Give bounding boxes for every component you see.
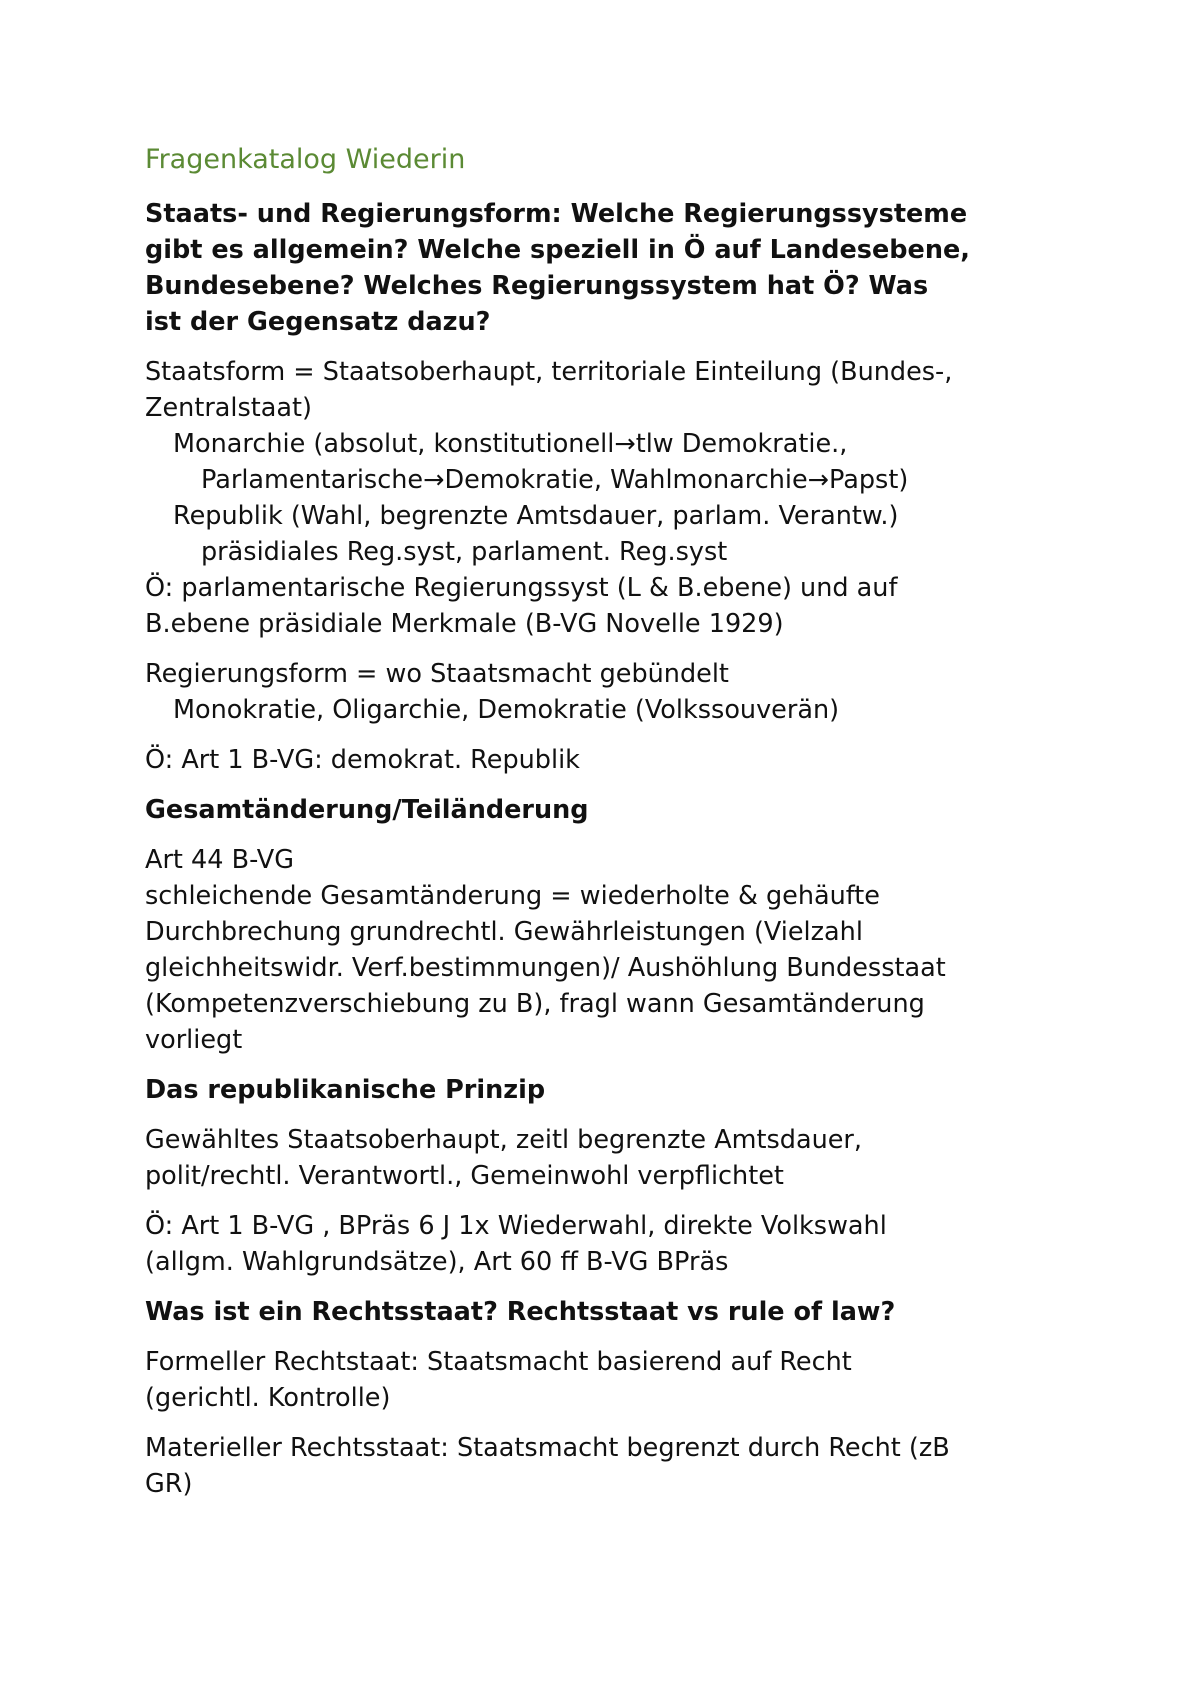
text-line: (allgm. Wahlgrundsätze), Art 60 ff B-VG BPräs bbox=[145, 1247, 729, 1277]
text-line: GR) bbox=[145, 1469, 193, 1499]
text-line: gleichheitswidr. Verf.bestimmungen)/ Aushöhlung Bundesstaat bbox=[145, 953, 946, 983]
text-line-indented: Republik (Wahl, begrenzte Amtsdauer, parlam. Verantw.) bbox=[173, 501, 899, 531]
question-line: Bundesebene? Welches Regierungssystem hat Ö? Was bbox=[145, 271, 929, 301]
question-rechtsstaat bbox=[145, 1294, 1105, 1330]
text-line: B.ebene präsidiale Merkmale (B-VG Novelle 1929) bbox=[145, 609, 784, 639]
text-line: polit/rechtl. Verantwortl., Gemeinwohl verpflichtet bbox=[145, 1161, 784, 1191]
text-line-indented: Parlamentarische→Demokratie, Wahlmonarchie→Papst) bbox=[201, 465, 909, 495]
paragraph-regierungsform bbox=[145, 656, 1105, 728]
text-line: Formeller Rechtstaat: Staatsmacht basierend auf Recht bbox=[145, 1347, 852, 1377]
question-line: gibt es allgemein? Welche speziell in Ö auf Landesebene, bbox=[145, 235, 970, 265]
text-line: Gewähltes Staatsoberhaupt, zeitl begrenzte Amtsdauer, bbox=[145, 1125, 863, 1155]
question-line: Das republikanische Prinzip bbox=[145, 1075, 546, 1105]
paragraph-staatsform bbox=[145, 354, 1105, 642]
text-line: (Kompetenzverschiebung zu B), fragl wann Gesamtänderung bbox=[145, 989, 925, 1019]
text-line: Staatsform = Staatsoberhaupt, territoriale Einteilung (Bundes-, bbox=[145, 357, 953, 387]
text-line-indented: Monokratie, Oligarchie, Demokratie (Volkssouverän) bbox=[173, 695, 840, 725]
text-line: Ö: parlamentarische Regierungssyst (L & B.ebene) und auf bbox=[145, 573, 898, 603]
text-line-indented: präsidiales Reg.syst, parlament. Reg.syst bbox=[201, 537, 728, 567]
text-line: Durchbrechung grundrechtl. Gewährleistungen (Vielzahl bbox=[145, 917, 863, 947]
paragraph-republik-definition bbox=[145, 1122, 1105, 1194]
text-line-indented: Monarchie (absolut, konstitutionell→tlw Demokratie., bbox=[173, 429, 848, 459]
question-line: Staats- und Regierungsform: Welche Regierungssysteme bbox=[145, 199, 968, 229]
question-gesamtaenderung bbox=[145, 792, 1105, 828]
question-republikanisches-prinzip bbox=[145, 1072, 1105, 1108]
text-line: Ö: Art 1 B-VG: demokrat. Republik bbox=[145, 745, 580, 775]
document-page bbox=[145, 140, 1105, 1516]
question-line: ist der Gegensatz dazu? bbox=[145, 307, 491, 337]
text-line: (gerichtl. Kontrolle) bbox=[145, 1383, 391, 1413]
question-line: Was ist ein Rechtsstaat? Rechtsstaat vs rule of law? bbox=[145, 1297, 896, 1327]
document-title: Fragenkatalog Wiederin bbox=[145, 144, 466, 175]
paragraph-formeller-rechtsstaat bbox=[145, 1344, 1105, 1416]
text-line: Zentralstaat) bbox=[145, 393, 312, 423]
paragraph-gesamtaenderung bbox=[145, 842, 1105, 1058]
question-line: Gesamtänderung/Teiländerung bbox=[145, 795, 589, 825]
paragraph-materieller-rechtsstaat bbox=[145, 1430, 1105, 1502]
text-line: schleichende Gesamtänderung = wiederholte & gehäufte bbox=[145, 881, 880, 911]
question-staats-regierungsform bbox=[145, 196, 1105, 340]
text-line: Ö: Art 1 B-VG , BPräs 6 J 1x Wiederwahl, direkte Volkswahl bbox=[145, 1211, 887, 1241]
paragraph-art1 bbox=[145, 742, 1105, 778]
text-line: Art 44 B-VG bbox=[145, 845, 294, 875]
text-line: vorliegt bbox=[145, 1025, 243, 1055]
text-line: Regierungsform = wo Staatsmacht gebündelt bbox=[145, 659, 729, 689]
paragraph-republik-oesterreich bbox=[145, 1208, 1105, 1280]
text-line: Materieller Rechtsstaat: Staatsmacht begrenzt durch Recht (zB bbox=[145, 1433, 950, 1463]
